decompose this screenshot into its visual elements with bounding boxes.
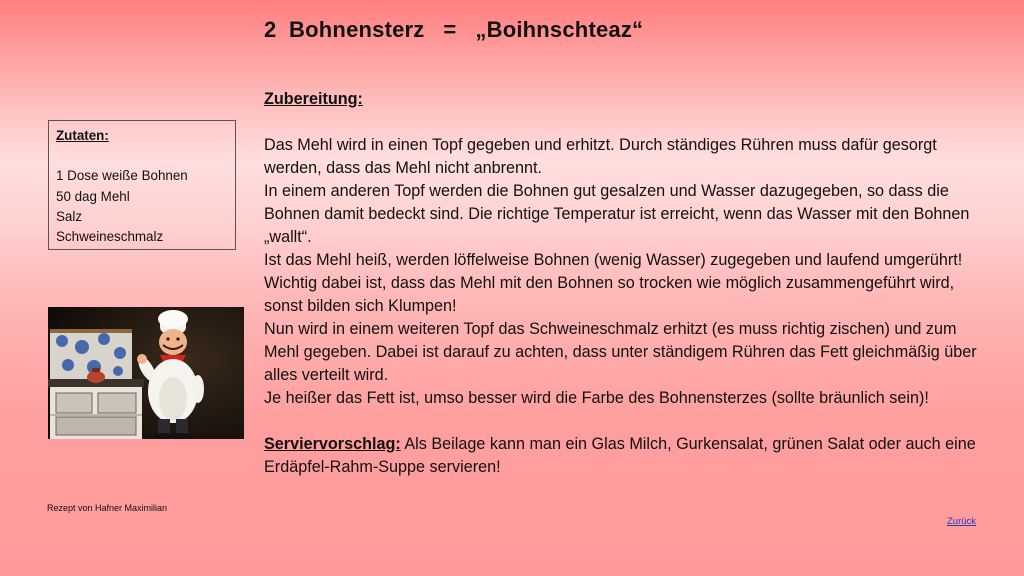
- ingredient-item: 50 dag Mehl: [56, 188, 130, 204]
- preparation-step: In einem anderen Topf werden die Bohnen gut gesalzen und Wasser dazugegeben, so dass die Bohnen damit bedeckt sind. Die richtige Temperatur ist erreicht, wenn das Wasser mit den Bohnen „wallt“.: [264, 182, 970, 246]
- back-link[interactable]: Zurück: [947, 516, 977, 527]
- serving-text: Als Beilage kann man ein Glas Milch, Gurkensalat, grünen Salat oder auch eine Erdäpfel-Rahm-Suppe servieren!: [264, 435, 976, 476]
- preparation-step: Das Mehl wird in einen Topf gegeben und erhitzt. Durch ständiges Rühren muss dafür gesorgt werden, dass das Mehl nicht anbrennt.: [264, 136, 937, 177]
- chef-stove-illustration: [48, 307, 244, 439]
- ingredients-heading: Zutaten:: [56, 128, 109, 143]
- serving-heading: Serviervorschlag:: [264, 435, 401, 453]
- preparation-step: Wichtig dabei ist, dass das Mehl mit den Bohnen so trocken wie möglich zusammengeführt wird, sonst bilden sich Klumpen!: [264, 274, 955, 315]
- preparation-step: Ist das Mehl heiß, werden löffelweise Bohnen (wenig Wasser) zugegeben und laufend umgerührt!: [264, 251, 963, 269]
- serving-suggestion: [264, 433, 994, 479]
- ingredients-box: [48, 120, 236, 250]
- preparation-heading: Zubereitung:: [264, 90, 363, 108]
- chef-figurine-image: [48, 307, 244, 439]
- ingredient-item: Schweineschmalz: [56, 229, 164, 245]
- ingredient-item: 1 Dose weiße Bohnen: [56, 168, 188, 184]
- preparation-step: Je heißer das Fett ist, umso besser wird die Farbe des Bohnensterzes (sollte bräunlich sein)!: [264, 389, 929, 407]
- recipe-credit: Rezept von Hafner Maximilian: [47, 503, 168, 513]
- ingredient-item: Salz: [56, 208, 83, 224]
- page-title: 2 Bohnensterz = „Boihnschteaz“: [264, 17, 644, 42]
- preparation-step: Nun wird in einem weiteren Topf das Schweineschmalz erhitzt (es muss richtig zischen) und zum Mehl gegeben. Dabei ist darauf zu achten, dass unter ständigem Rühren das Fett gleichmäßig über alles verteilt wird.: [264, 320, 977, 384]
- preparation-section: [264, 88, 994, 479]
